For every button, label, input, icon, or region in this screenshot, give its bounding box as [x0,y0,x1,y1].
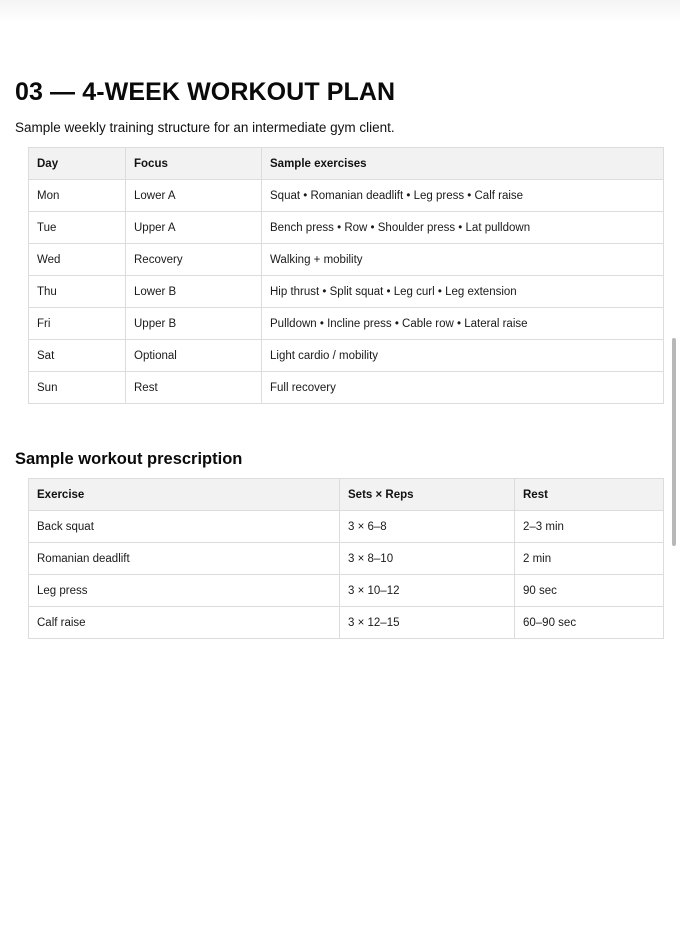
table-row [29,180,664,212]
header-rest: Rest [515,479,664,511]
exercise-cell: Leg press [29,575,340,607]
exercises-cell: Bench press • Row • Shoulder press • Lat pulldown [262,212,664,244]
focus-cell: Optional [126,340,262,372]
sets-reps-cell: 3 × 10–12 [340,575,515,607]
header-focus: Focus [126,148,262,180]
header-day: Day [29,148,126,180]
exercises-cell: Full recovery [262,372,664,404]
table-row [29,575,664,607]
exercises-cell: Light cardio / mobility [262,340,664,372]
top-bar [0,0,680,22]
exercises-cell: Hip thrust • Split squat • Leg curl • Leg extension [262,276,664,308]
table-row [29,511,664,543]
sets-reps-cell: 3 × 6–8 [340,511,515,543]
table-row [29,607,664,639]
header-exercise: Exercise [29,479,340,511]
table-row [29,244,664,276]
day-cell: Sun [29,372,126,404]
table-header-row [29,479,664,511]
table-row [29,340,664,372]
workout-prescription-table [28,478,664,639]
table-row [29,276,664,308]
day-cell: Tue [29,212,126,244]
exercises-cell: Pulldown • Incline press • Cable row • Lateral raise [262,308,664,340]
exercise-cell: Calf raise [29,607,340,639]
rest-cell: 60–90 sec [515,607,664,639]
table-header-row [29,148,664,180]
page-title: 03 — 4-WEEK WORKOUT PLAN [15,78,396,106]
focus-cell: Lower B [126,276,262,308]
header-sample-exercises: Sample exercises [262,148,664,180]
day-cell: Fri [29,308,126,340]
focus-cell: Lower A [126,180,262,212]
sets-reps-cell: 3 × 12–15 [340,607,515,639]
exercise-cell: Romanian deadlift [29,543,340,575]
exercises-cell: Squat • Romanian deadlift • Leg press • Calf raise [262,180,664,212]
table-row [29,543,664,575]
focus-cell: Upper B [126,308,262,340]
section-heading: Sample workout prescription [15,450,243,468]
document-page [15,76,663,639]
sets-reps-cell: 3 × 8–10 [340,543,515,575]
table-row [29,372,664,404]
table-row [29,212,664,244]
rest-cell: 2–3 min [515,511,664,543]
vertical-scrollbar[interactable] [672,338,676,546]
weekly-plan-table [28,147,664,404]
focus-cell: Upper A [126,212,262,244]
page-subtitle: Sample weekly training structure for an intermediate gym client. [15,120,395,135]
day-cell: Thu [29,276,126,308]
exercise-cell: Back squat [29,511,340,543]
rest-cell: 90 sec [515,575,664,607]
day-cell: Wed [29,244,126,276]
focus-cell: Recovery [126,244,262,276]
focus-cell: Rest [126,372,262,404]
exercises-cell: Walking + mobility [262,244,664,276]
table-row [29,308,664,340]
rest-cell: 2 min [515,543,664,575]
day-cell: Sat [29,340,126,372]
day-cell: Mon [29,180,126,212]
header-sets-reps: Sets × Reps [340,479,515,511]
